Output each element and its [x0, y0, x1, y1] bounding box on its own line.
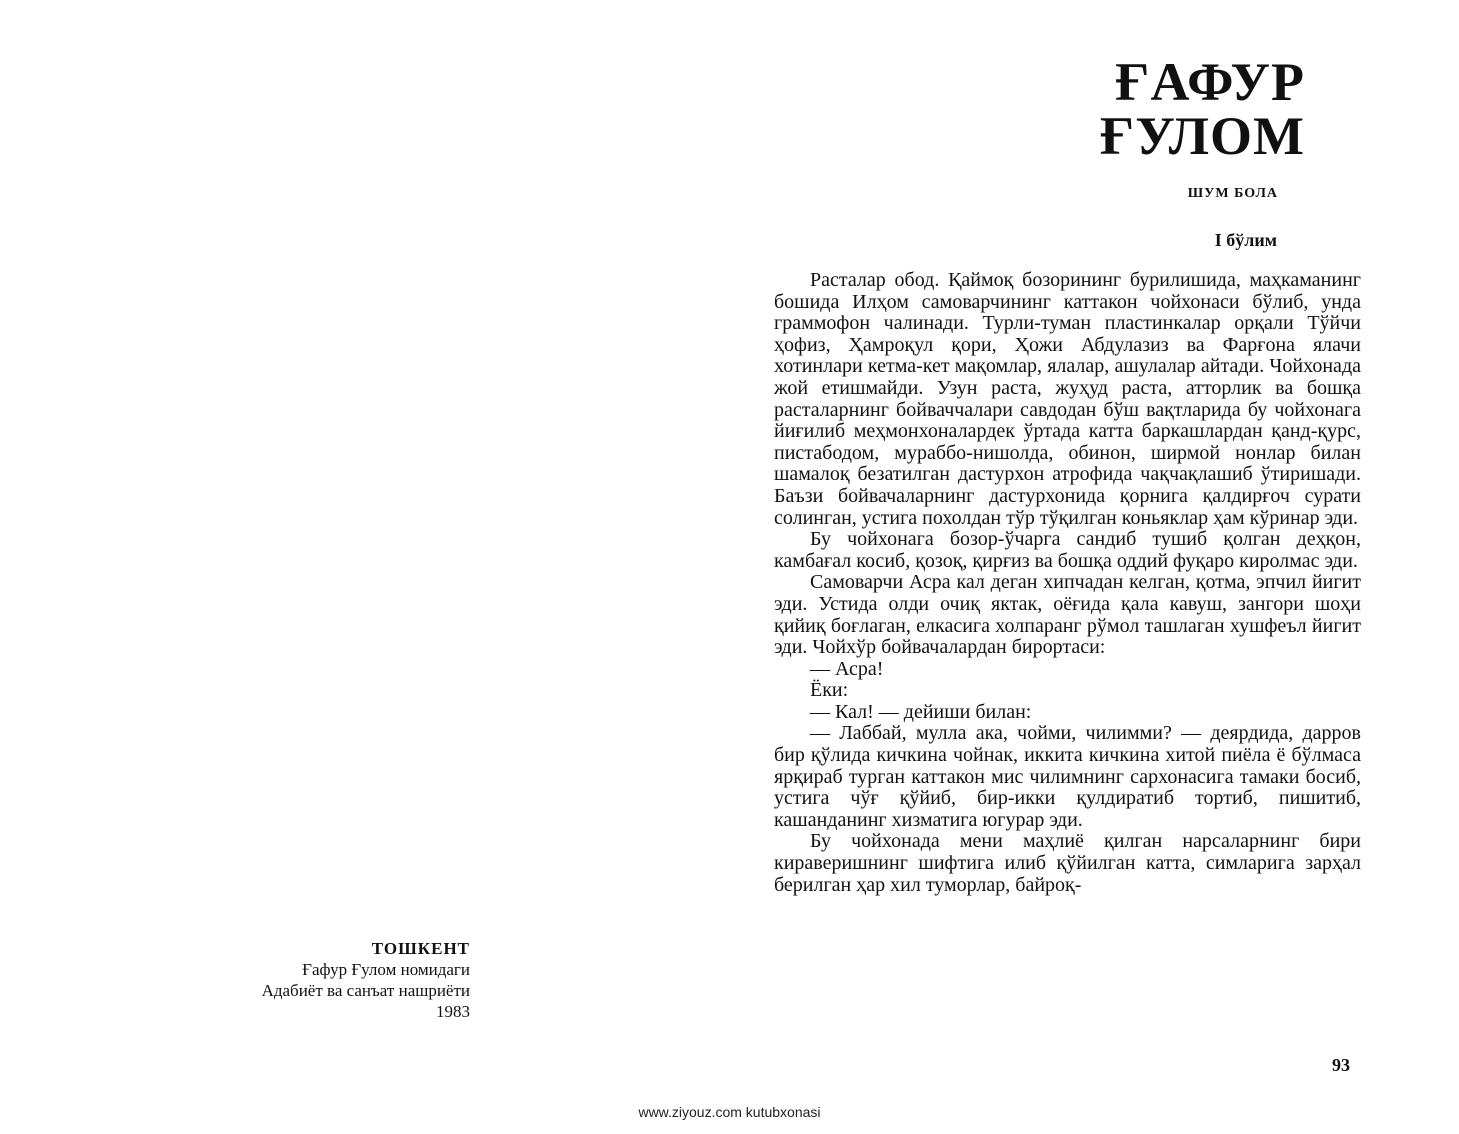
body-text	[774, 270, 1361, 896]
author-last-name: ҒУЛОМ	[1099, 106, 1305, 166]
imprint-publisher-line1: Ғафур Ғулом номидаги	[302, 960, 470, 979]
paragraph-3: Самоварчи Асра кал деган хипчадан келган, қотма, эпчил йигит эди. Устида олди очиқ яктак, оёғида қала кавуш, зангори шоҳи қийиқ боғлаган, елкасига холпаранг рўмол ташлаган хушфеъл йигит эди. Чойхўр бойвачалардан бирортаси:	[774, 571, 1361, 659]
paragraph-1: Расталар обод. Қаймоқ бозорининг бурилишида, маҳкаманинг бошида Илҳом самоварчининг каттакон чойхонаси бўлиб, унда граммофон чалинади. Турли-туман пластинкалар орқали Тўйчи ҳофиз, Ҳамроқул қори, Ҳожи Абдулазиз ва Фарғона ялачи хотинлари кетма-кет мақомлар, ялалар, ашулалар айтади. Чойхонада жой етишмайди. Узун раста, жуҳуд раста, атторлик ва бошқа расталарнинг бойваччалари савдодан бўш вақтларида бу чойхонага йиғилиб меҳмонхоналардек ўртада катта баркашлардан қанд-қурс, пистабодом, мураббо-нишолда, обинон, ширмой нонлар билан шамалоқ безатилган дастурхон атрофида чақчақлашиб ўтиришади. Баъзи бойвачаларнинг дастурхонида қорнига қалдирғоч сурати солинган, устига похолдан тўр тўқилган коньяклар ҳам кўринар эди.	[774, 269, 1361, 529]
publisher-imprint	[110, 938, 470, 1022]
imprint-year: 1983	[436, 1002, 470, 1021]
author-name	[905, 52, 1305, 166]
paragraph-2: Бу чойхонага бозор-ўчарга сандиб тушиб қолган деҳқон, камбағал косиб, қозоқ, қирғиз ва бошқа оддий фуқаро киролмас эди.	[774, 528, 1361, 572]
left-page	[0, 0, 740, 1100]
imprint-publisher-line2: Адабиёт ва санъат нашриёти	[261, 981, 470, 1000]
dialog-line-2: Ёки:	[810, 679, 849, 702]
paragraph-7: — Лаббай, мулла ака, чойми, чилимми? — деярдида, дарров бир қўлида кичкина чойнак, иккита кичкина хитой пиёла ё бўлмаса ярқираб турган каттакон мис чилимнинг сархонасига тамаки босиб, устига чўғ қўйиб, бир-икки қулдиратиб тортиб, пишитиб, кашанданинг хизматига югурар эди.	[774, 722, 1361, 831]
book-title: ШУМ БОЛА	[1187, 186, 1278, 201]
footer-watermark: www.ziyouz.com kutubxonasi	[638, 1104, 821, 1120]
part-title: I бўлим	[1214, 230, 1277, 250]
dialog-line-3: — Кал! — дейиши билан:	[810, 700, 1032, 723]
imprint-city: ТОШКЕНТ	[371, 939, 470, 958]
paragraph-8: Бу чойхонада мени маҳлиё қилган нарсаларнинг бири кираверишнинг шифтига илиб қўйилган катта, симларига зарҳал берилган ҳар хил туморлар, байроқ-	[774, 830, 1361, 896]
page-number: 93	[1332, 1055, 1350, 1075]
right-page	[760, 0, 1380, 1100]
dialog-line-1: — Асра!	[810, 657, 884, 680]
author-first-name: ҒАФУР	[1115, 52, 1305, 112]
